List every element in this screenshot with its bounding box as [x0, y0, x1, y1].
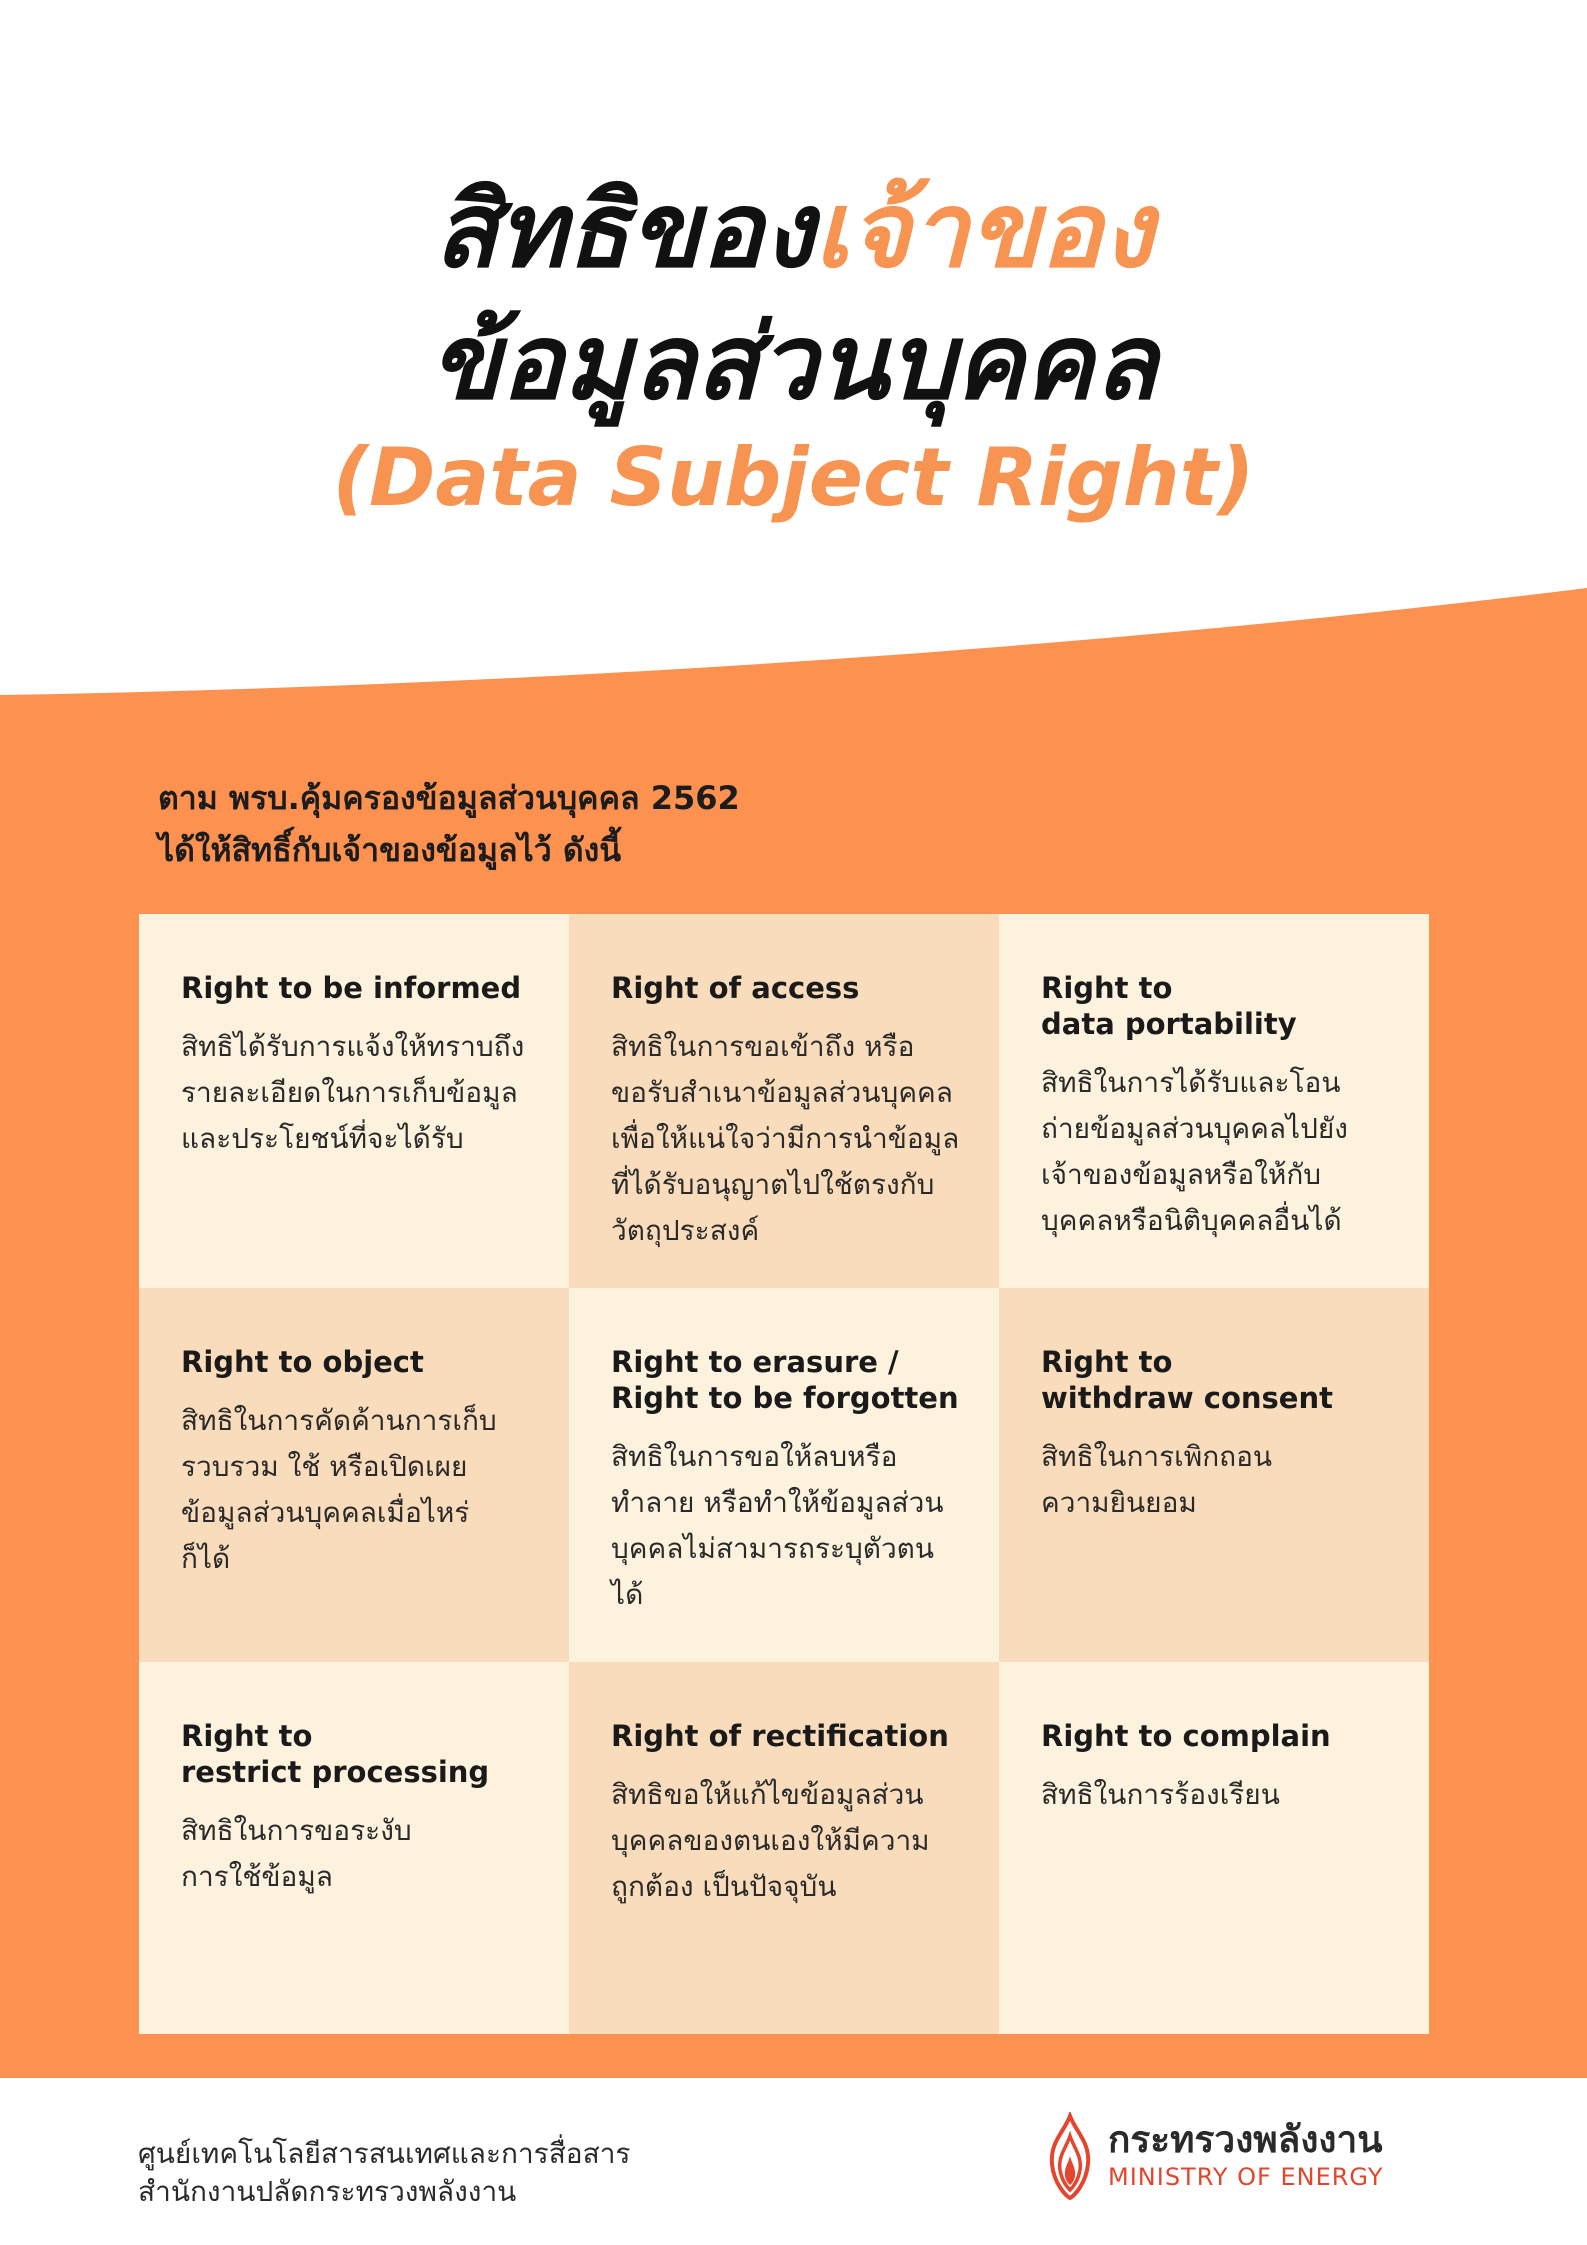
ministry-logo: [1042, 2112, 1442, 2202]
right-heading: Right to restrict processing: [181, 1719, 490, 1789]
right-card-data-portability: [999, 914, 1429, 1288]
right-card-informed: [139, 914, 569, 1288]
right-card-rectification: [569, 1662, 999, 2034]
right-description: สิทธิในการขอเข้าถึง หรือ ขอรับสำเนาข้อมูลส่วนบุคคล เพื่อให้แน่ใจว่ามีการนำข้อมูล ที่ได้รับอนุญาตไปใช้ตรงกับ วัตถุประสงค์: [611, 1030, 960, 1247]
right-description: สิทธิในการขอระงับ การใช้ข้อมูล: [181, 1814, 412, 1893]
subtitle: [158, 772, 740, 876]
right-heading: Right to be informed: [181, 971, 522, 1005]
right-description: สิทธิในการได้รับและโอน ถ่ายข้อมูลส่วนบุคคลไปยัง เจ้าของข้อมูลหรือให้กับ บุคคลหรือนิติบุคคลอื่นได้: [1041, 1066, 1348, 1237]
right-card-restrict-processing: [139, 1662, 569, 2034]
right-heading: Right to withdraw consent: [1041, 1345, 1333, 1415]
right-heading: Right to object: [181, 1345, 424, 1379]
title-line-1: [0, 170, 1587, 290]
right-heading: Right to complain: [1041, 1719, 1331, 1753]
right-card-object: [139, 1288, 569, 1662]
right-card-complain: [999, 1662, 1429, 2034]
title-part-accent: เจ้าของ: [813, 169, 1154, 291]
right-description: สิทธิในการเพิกถอน ความยินยอม: [1041, 1440, 1273, 1519]
title-line-2: ข้อมูลส่วนบุคคล: [429, 301, 1158, 423]
logo-text-thai: กระทรวงพลังงาน: [1108, 2118, 1383, 2161]
title-part-black: สิทธิของ: [433, 169, 814, 291]
right-card-access: [569, 914, 999, 1288]
right-description: สิทธิได้รับการแจ้งให้ทราบถึง รายละเอียดในการเก็บข้อมูล และประโยชน์ที่จะได้รับ: [181, 1030, 525, 1155]
subtitle-line-2: ได้ให้สิทธิ์กับเจ้าของข้อมูลไว้ ดังนี้: [158, 831, 622, 869]
footer-organization: [138, 2135, 630, 2211]
right-heading: Right of rectification: [611, 1719, 949, 1753]
rights-grid: [139, 914, 1429, 2034]
right-heading: Right of access: [611, 971, 860, 1005]
right-description: สิทธิในการขอให้ลบหรือ ทำลาย หรือทำให้ข้อมูลส่วน บุคคลไม่สามารถระบุตัวตนได้: [611, 1440, 944, 1611]
title-english: (Data Subject Right): [332, 431, 1255, 524]
logo-text-english: MINISTRY OF ENERGY: [1108, 2163, 1384, 2191]
right-card-erasure: [569, 1288, 999, 1662]
right-description: สิทธิขอให้แก้ไขข้อมูลส่วน บุคคลของตนเองให้มีความ ถูกต้อง เป็นปัจจุบัน: [611, 1778, 930, 1903]
right-heading: Right to erasure / Right to be forgotten: [611, 1345, 959, 1415]
right-card-withdraw-consent: [999, 1288, 1429, 1662]
right-description: สิทธิในการร้องเรียน: [1041, 1778, 1280, 1811]
flame-icon: [1042, 2112, 1098, 2202]
right-heading: Right to data portability: [1041, 971, 1297, 1041]
right-description: สิทธิในการคัดค้านการเก็บ รวบรวม ใช้ หรือเปิดเผย ข้อมูลส่วนบุคคลเมื่อไหร่ ก็ได้: [181, 1404, 497, 1575]
subtitle-line-1: ตาม พรบ.คุ้มครองข้อมูลส่วนบุคคล 2562: [158, 779, 740, 817]
footer-org-line-2: สำนักงานปลัดกระทรวงพลังงาน: [138, 2175, 517, 2208]
footer-org-line-1: ศูนย์เทคโนโลยีสารสนเทศและการสื่อสาร: [138, 2137, 631, 2170]
